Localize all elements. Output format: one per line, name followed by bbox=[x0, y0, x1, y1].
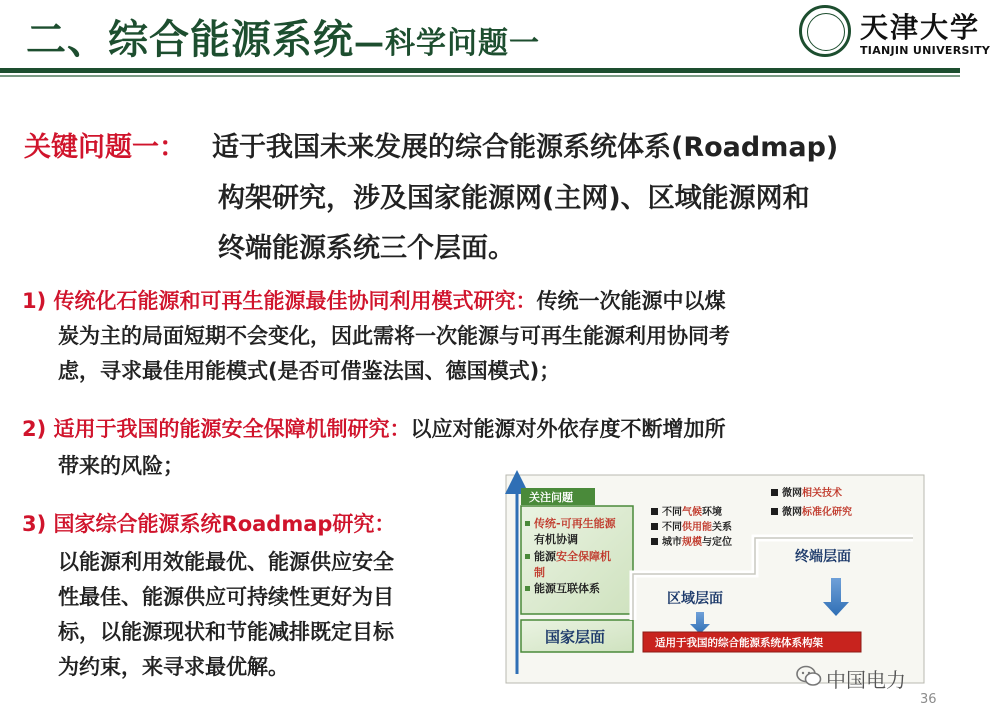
bullet-icon bbox=[525, 554, 530, 559]
item-heading: 3) 国家综合能源系统Roadmap研究： bbox=[22, 512, 396, 536]
bullet-icon bbox=[651, 523, 658, 530]
key-question-line: 终端能源系统三个层面。 bbox=[218, 233, 515, 264]
bullet-icon bbox=[771, 508, 778, 515]
university-name-cn: 天津大学 bbox=[860, 11, 981, 44]
item-text: 为约束，来寻求最优解。 bbox=[58, 655, 289, 679]
slide-header bbox=[0, 0, 990, 90]
focus-title: 关注问题 bbox=[529, 491, 573, 504]
result-label: 适用于我国的综合能源系统体系构架 bbox=[655, 637, 823, 649]
bullet-icon bbox=[771, 489, 778, 496]
roadmap-diagram bbox=[505, 474, 925, 684]
item-text: 标，以能源现状和节能减排既定目标 bbox=[58, 620, 394, 644]
regional-item: 不同气候环境 bbox=[662, 507, 722, 518]
item-text: 炭为主的局面短期不会变化，因此需将一次能源与可再生能源利用协同考 bbox=[58, 324, 730, 348]
bullet-icon bbox=[525, 521, 530, 526]
focus-item: 有机协调 bbox=[534, 533, 578, 546]
item-text: 带来的风险； bbox=[58, 454, 184, 478]
item-heading: 2) 适用于我国的能源安全保障机制研究： bbox=[22, 417, 411, 441]
list-item-1 bbox=[22, 285, 726, 315]
item-heading: 1) 传统化石能源和可再生能源最佳协同利用模式研究： bbox=[22, 289, 537, 313]
item-text: 传统一次能源中以煤 bbox=[536, 289, 726, 313]
header-rule-thin bbox=[0, 75, 960, 77]
footer-brand: 中国电力 bbox=[826, 668, 906, 692]
regional-level-label: 区域层面 bbox=[667, 591, 723, 607]
focus-item: 能源互联体系 bbox=[534, 582, 600, 595]
national-level-label: 国家层面 bbox=[545, 628, 606, 646]
focus-item: 传统-可再生能源 bbox=[534, 517, 616, 530]
terminal-level-label: 终端层面 bbox=[795, 549, 851, 565]
focus-item: 制 bbox=[534, 566, 545, 579]
bullet-icon bbox=[651, 538, 658, 545]
title-main: 二、综合能源系统 bbox=[26, 17, 354, 63]
item-text: 虑，寻求最佳用能模式(是否可借鉴法国、德国模式)； bbox=[58, 359, 561, 383]
terminal-item: 微网相关技术 bbox=[782, 488, 842, 499]
focus-item: 能源安全保障机 bbox=[534, 550, 611, 563]
list-item-2 bbox=[22, 413, 726, 443]
wechat-icon bbox=[795, 664, 823, 688]
item-text: 以能源利用效能最优、能源供应安全 bbox=[58, 550, 394, 574]
title-sub: —科学问题一 bbox=[354, 26, 540, 61]
bullet-icon bbox=[525, 586, 530, 591]
item-text: 以应对能源对外依存度不断增加所 bbox=[410, 417, 726, 441]
key-question-line: 适于我国未来发展的综合能源系统体系(Roadmap) bbox=[212, 132, 839, 163]
terminal-item: 微网标准化研究 bbox=[782, 507, 852, 518]
item-text: 性最佳、能源供应可持续性更好为目 bbox=[58, 585, 394, 609]
regional-item: 城市规模与定位 bbox=[662, 537, 732, 548]
slide-title bbox=[26, 8, 540, 65]
page-number: 36 bbox=[920, 692, 937, 707]
regional-item: 不同供用能关系 bbox=[662, 522, 732, 533]
header-rule bbox=[0, 68, 960, 73]
bullet-icon bbox=[651, 508, 658, 515]
university-name-en: TIANJIN UNIVERSITY bbox=[860, 44, 990, 57]
key-question-label: 关键问题一： bbox=[24, 132, 186, 163]
university-seal-icon bbox=[799, 5, 851, 57]
key-question-line: 构架研究，涉及国家能源网(主网)、区域能源网和 bbox=[218, 183, 810, 214]
